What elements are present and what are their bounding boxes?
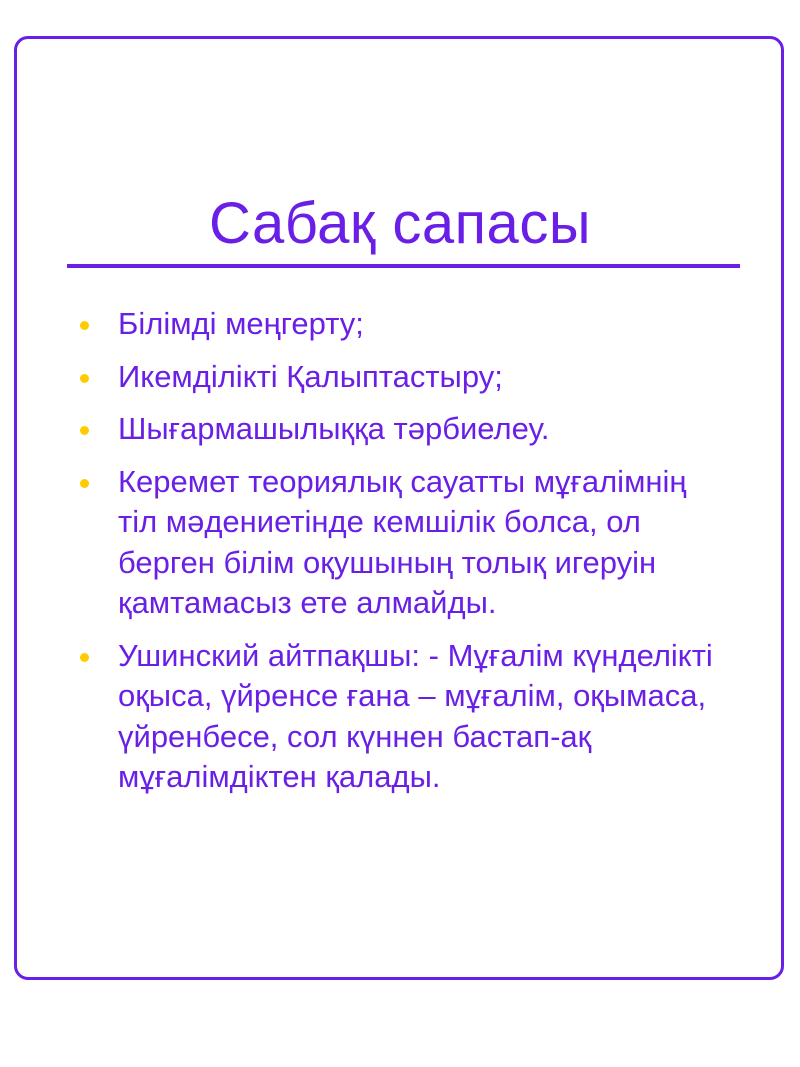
bullet-dot-icon bbox=[80, 479, 89, 488]
bullet-dot-icon bbox=[80, 321, 89, 330]
list-item bbox=[78, 357, 718, 398]
bullet-list bbox=[78, 304, 718, 810]
list-item bbox=[78, 462, 718, 624]
list-item-text: Икемділікті Қалыптастыру; bbox=[118, 358, 503, 394]
list-item bbox=[78, 409, 718, 450]
bullet-dot-icon bbox=[80, 374, 89, 383]
list-item bbox=[78, 304, 718, 345]
list-item-text: Ушинский айтпақшы: - Мұғалім күнделікті оқыса, үйренсе ғана – мұғалім, оқымаса, үйренбесе, сол күннен бастап-ақ мұғалімдіктен қалады. bbox=[118, 637, 713, 794]
list-item bbox=[78, 636, 718, 798]
bullet-dot-icon bbox=[80, 653, 89, 662]
title-underline bbox=[67, 264, 740, 268]
slide-title: Сабақ сапасы bbox=[208, 191, 592, 256]
list-item-text: Керемет теориялық сауатты мұғалімнің тіл мәдениетінде кемшілік болса, ол берген білім оқушының толық игеруін қамтамасыз ете алмайды. bbox=[118, 463, 687, 620]
list-item-text: Білімді меңгерту; bbox=[118, 306, 364, 341]
list-item-text: Шығармашылыққа тәрбиелеу. bbox=[118, 411, 550, 446]
bullet-dot-icon bbox=[80, 426, 89, 435]
